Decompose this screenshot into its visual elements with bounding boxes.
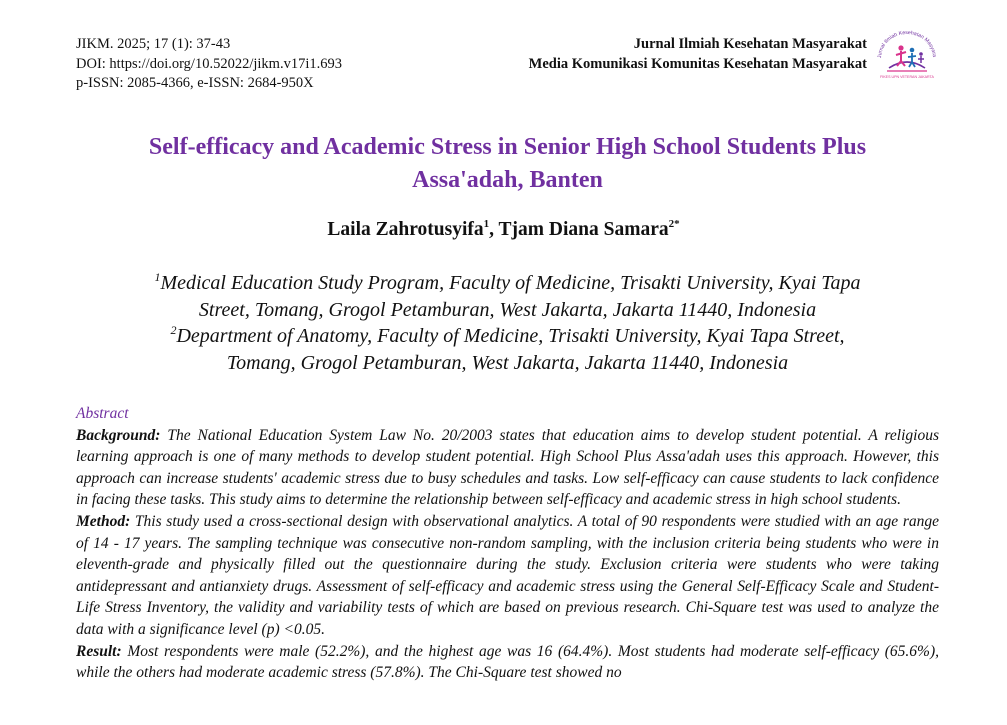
paper-title bbox=[60, 131, 955, 197]
affiliation-mark-1: 1 bbox=[154, 270, 161, 284]
title-line-2: Assa'adah, Banten bbox=[412, 167, 603, 193]
author-list bbox=[0, 219, 1007, 241]
journal-logo bbox=[875, 28, 939, 82]
affiliation-1 bbox=[70, 270, 945, 297]
abstract-method bbox=[76, 511, 939, 641]
result-label: Result: bbox=[76, 642, 122, 660]
issn: p-ISSN: 2085-4366, e-ISSN: 2684-950X bbox=[76, 75, 314, 91]
journal-logo-icon bbox=[875, 28, 939, 82]
abstract bbox=[76, 403, 939, 684]
citation-block bbox=[76, 35, 342, 94]
author-affiliation-mark-2: 2* bbox=[668, 218, 680, 230]
affiliation-2-line-2: Tomang, Grogol Petamburan, West Jakarta, Jakarta 11440, Indonesia bbox=[226, 351, 789, 374]
affiliation-1-line-1: Medical Education Study Program, Faculty of Medicine, Trisakti University, Kyai Tapa bbox=[160, 272, 861, 294]
svg-text:Jurnal Ilmiah Kesehatan Masyar bbox=[875, 28, 937, 58]
title-line-1: Self-efficacy and Academic Stress in Senior High School Students Plus bbox=[148, 134, 867, 160]
author-separator: , bbox=[489, 219, 499, 240]
affiliation-mark-2: 2 bbox=[170, 323, 177, 337]
background-text: The National Education System Law No. 20/2003 states that education aims to develop student potential. A religious learning approach is one of many methods to develop student potential. High School Plus Assa'adah uses this approach. However, this approach can increase students' academic stress due to busy schedules and tasks. Low self-efficacy can cause students to lack confidence in facing these tasks. This study aims to determine the relationship between self-efficacy and academic stress in high school students. bbox=[76, 426, 939, 509]
affiliation-1-line-2: Street, Tomang, Grogol Petamburan, West Jakarta, Jakarta 11440, Indonesia bbox=[198, 298, 817, 321]
author-affiliation-mark-1: 1 bbox=[483, 218, 490, 230]
method-text: This study used a cross-sectional design with observational analytics. A total of 90 respondents were studied with an age range of 14 - 17 years. The sampling technique was consecutive non-random sampling, with the inclusion criteria being students who were in eleventh-grade and physically filled out the questionnaire during the study. Exclusion criteria were students who were taking antidepressant and antianxiety drugs. Assessment of self-efficacy and academic stress using the General Self-Efficacy Scale and Student-Life Stress Inventory, the validity and variability tests of which are based on previous research. Chi-Square test was used to analyze the data with a significance level (p) <0.05. bbox=[76, 512, 939, 638]
affiliation-2-line-1: Department of Anatomy, Faculty of Medicine, Trisakti University, Kyai Tapa Street, bbox=[176, 325, 845, 347]
journal-subtitle: Media Komunikasi Komunitas Kesehatan Masyarakat bbox=[528, 55, 867, 72]
citation: JIKM. 2025; 17 (1): 37-43 bbox=[76, 36, 231, 52]
affiliation-2 bbox=[70, 323, 945, 350]
journal-name: Jurnal Ilmiah Kesehatan Masyarakat bbox=[633, 36, 867, 52]
background-label: Background: bbox=[76, 426, 161, 444]
abstract-background bbox=[76, 425, 939, 511]
abstract-heading: Abstract bbox=[76, 405, 129, 422]
abstract-result bbox=[76, 641, 939, 684]
affiliations bbox=[70, 270, 945, 376]
logo-arc-text: Jurnal Ilmiah Kesehatan Masyara bbox=[876, 29, 938, 59]
method-label: Method: bbox=[76, 512, 131, 530]
author-name-2: Tjam Diana Samara bbox=[498, 219, 669, 240]
logo-bottom-text: FIKES UPN VETERAN JAKARTA bbox=[880, 75, 934, 79]
doi-link[interactable]: DOI: https://doi.org/10.52022/jikm.v17i1.693 bbox=[76, 55, 342, 72]
journal-name-block bbox=[529, 35, 867, 74]
author-name-1: Laila Zahrotusyifa bbox=[327, 219, 484, 240]
result-text: Most respondents were male (52.2%), and the highest age was 16 (64.4%). Most students had moderate self-efficacy (65.6%), while the others had moderate academic stress (57.8%). The Chi-Square test showed no bbox=[76, 642, 939, 682]
